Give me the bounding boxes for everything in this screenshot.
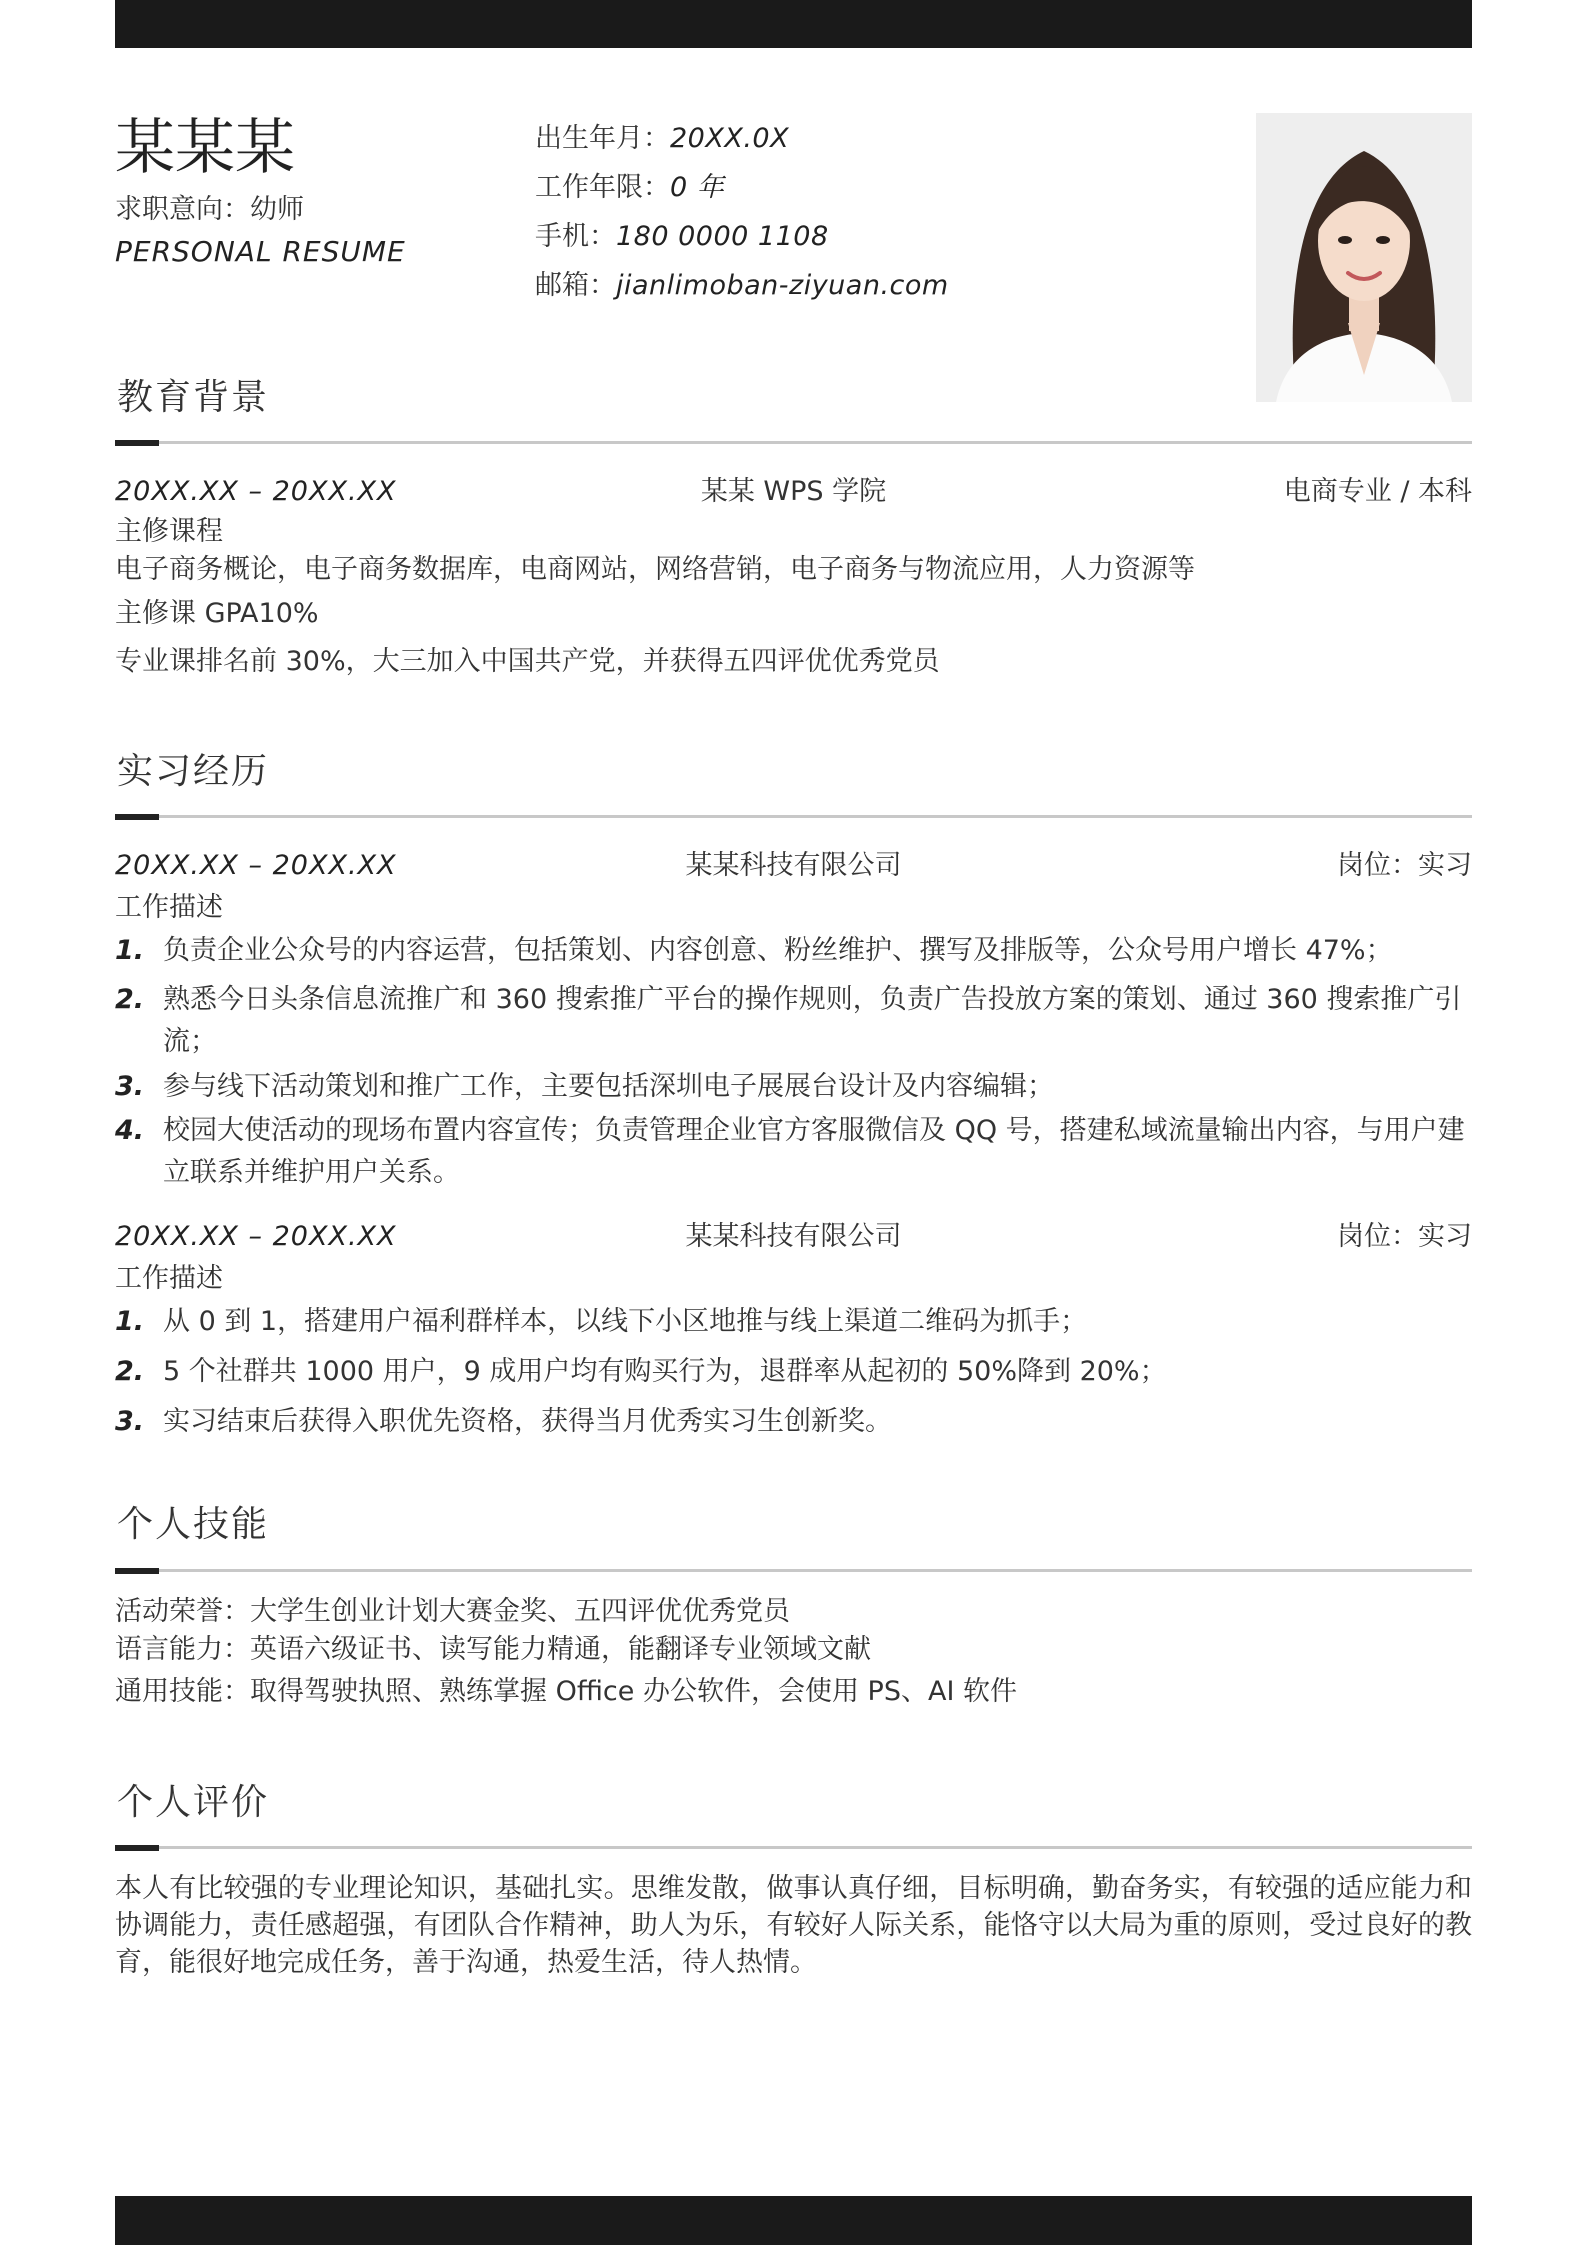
evaluation-text: 本人有比较强的专业理论知识，基础扎实。思维发散，做事认真仔细，目标明确，勤奋务实，有较强的适应能力和协调能力，责任感超强，有团队合作精神，助人为乐，有较好人际关系，能恪守以大局为重的原则，受过良好的教育，能很好地完成任务，善于沟通，热爱生活，待人热情。 (115, 1873, 1472, 1978)
skill-line: 通用技能：取得驾驶执照、熟练掌握 Office 办公软件，会使用 PS、AI 软件 (115, 1676, 1017, 1707)
section-marker (115, 440, 159, 446)
skill-line: 语言能力：英语六级证书、读写能力精通，能翻译专业领域文献 (115, 1634, 871, 1665)
info-label: 手机： (535, 221, 616, 252)
courses-list: 电子商务概论，电子商务数据库，电商网站，网络营销，电子商务与物流应用，人力资源等 (115, 554, 1195, 585)
internship-date: 20XX.XX – 20XX.XX (115, 850, 397, 881)
internship-role: 岗位：实习 (1337, 1221, 1472, 1252)
item-text: 实习结束后获得入职优先资格，获得当月优秀实习生创新奖。 (163, 1406, 892, 1437)
internship-date: 20XX.XX – 20XX.XX (115, 1221, 397, 1252)
internship-entry-header (115, 846, 1472, 886)
skills-title: 个人技能 (117, 1504, 270, 1545)
candidate-name: 某某某 (115, 113, 295, 183)
list-item (115, 1301, 1472, 1343)
evaluation-title: 个人评价 (117, 1782, 270, 1823)
info-label: 邮箱： (535, 270, 616, 301)
item-number: 3. (115, 1406, 145, 1437)
internship-role: 岗位：实习 (1337, 850, 1472, 881)
section-marker (115, 1568, 159, 1574)
info-label: 出生年月： (535, 123, 670, 154)
item-number: 1. (115, 1306, 145, 1337)
internship-entry-header (115, 1217, 1472, 1257)
item-text: 校园大使活动的现场布置内容宣传；负责管理企业官方客服微信及 QQ 号，搭建私域流量输出内容，与用户建立联系并维护用户关系。 (163, 1115, 1465, 1188)
list-item (115, 1401, 1472, 1443)
list-item (115, 930, 1472, 972)
profile-photo (1256, 113, 1472, 402)
section-marker (115, 814, 159, 820)
personal-info (535, 119, 949, 315)
work-desc-label: 工作描述 (115, 892, 223, 923)
info-email (535, 266, 949, 315)
section-divider (115, 815, 1472, 818)
portrait-illustration (1256, 113, 1472, 402)
item-text: 参与线下活动策划和推广工作，主要包括深圳电子展展台设计及内容编辑； (163, 1071, 1054, 1102)
info-experience (535, 168, 949, 217)
info-value: jianlimoban-ziyuan.com (616, 270, 949, 301)
list-item (115, 1066, 1472, 1108)
info-value: 0 年 (670, 172, 725, 203)
info-value: 20XX.0X (670, 123, 790, 154)
work-desc-label: 工作描述 (115, 1263, 223, 1294)
section-marker (115, 1845, 159, 1851)
internship-company: 某某科技有限公司 (685, 1221, 902, 1252)
resume-subtitle: PERSONAL RESUME (115, 235, 406, 268)
bottom-decor-bar (115, 2196, 1472, 2245)
education-school: 某某 WPS 学院 (700, 476, 887, 507)
info-phone (535, 217, 949, 266)
item-number: 4. (115, 1115, 145, 1146)
info-birth (535, 119, 949, 168)
item-number: 3. (115, 1071, 145, 1102)
list-item (115, 1110, 1472, 1194)
top-decor-bar (115, 0, 1472, 48)
education-title: 教育背景 (117, 377, 270, 418)
courses-label: 主修课程 (115, 516, 223, 547)
education-entry-header (115, 472, 1472, 512)
item-text: 熟悉今日头条信息流推广和 360 搜索推广平台的操作规则，负责广告投放方案的策划、通过 360 搜索推广引流； (163, 984, 1462, 1057)
internship-company: 某某科技有限公司 (685, 850, 902, 881)
education-date: 20XX.XX – 20XX.XX (115, 476, 397, 507)
item-number: 1. (115, 935, 145, 966)
list-item (115, 979, 1472, 1063)
job-intent-value: 幼师 (250, 194, 304, 225)
gpa-text: 主修课 GPA10% (115, 598, 319, 629)
section-divider (115, 441, 1472, 444)
info-label: 工作年限： (535, 172, 670, 203)
education-major: 电商专业 / 本科 (1283, 476, 1472, 507)
section-divider (115, 1846, 1472, 1849)
item-text: 从 0 到 1，搭建用户福利群样本，以线下小区地推与线上渠道二维码为抓手； (163, 1306, 1088, 1337)
item-text: 负责企业公众号的内容运营，包括策划、内容创意、粉丝维护、撰写及排版等，公众号用户增长 47%； (163, 935, 1393, 966)
item-number: 2. (115, 984, 145, 1015)
item-text: 5 个社群共 1000 用户，9 成用户均有购买行为，退群率从起初的 50%降到 20%； (163, 1356, 1167, 1387)
info-value: 180 0000 1108 (616, 221, 829, 252)
section-divider (115, 1569, 1472, 1572)
rank-text: 专业课排名前 30%，大三加入中国共产党，并获得五四评优优秀党员 (115, 646, 940, 677)
internship-title: 实习经历 (117, 751, 270, 792)
job-intent-label: 求职意向： (115, 194, 250, 225)
skill-line: 活动荣誉：大学生创业计划大赛金奖、五四评优优秀党员 (115, 1596, 790, 1627)
item-number: 2. (115, 1356, 145, 1387)
job-intent (115, 192, 304, 228)
list-item (115, 1351, 1472, 1393)
